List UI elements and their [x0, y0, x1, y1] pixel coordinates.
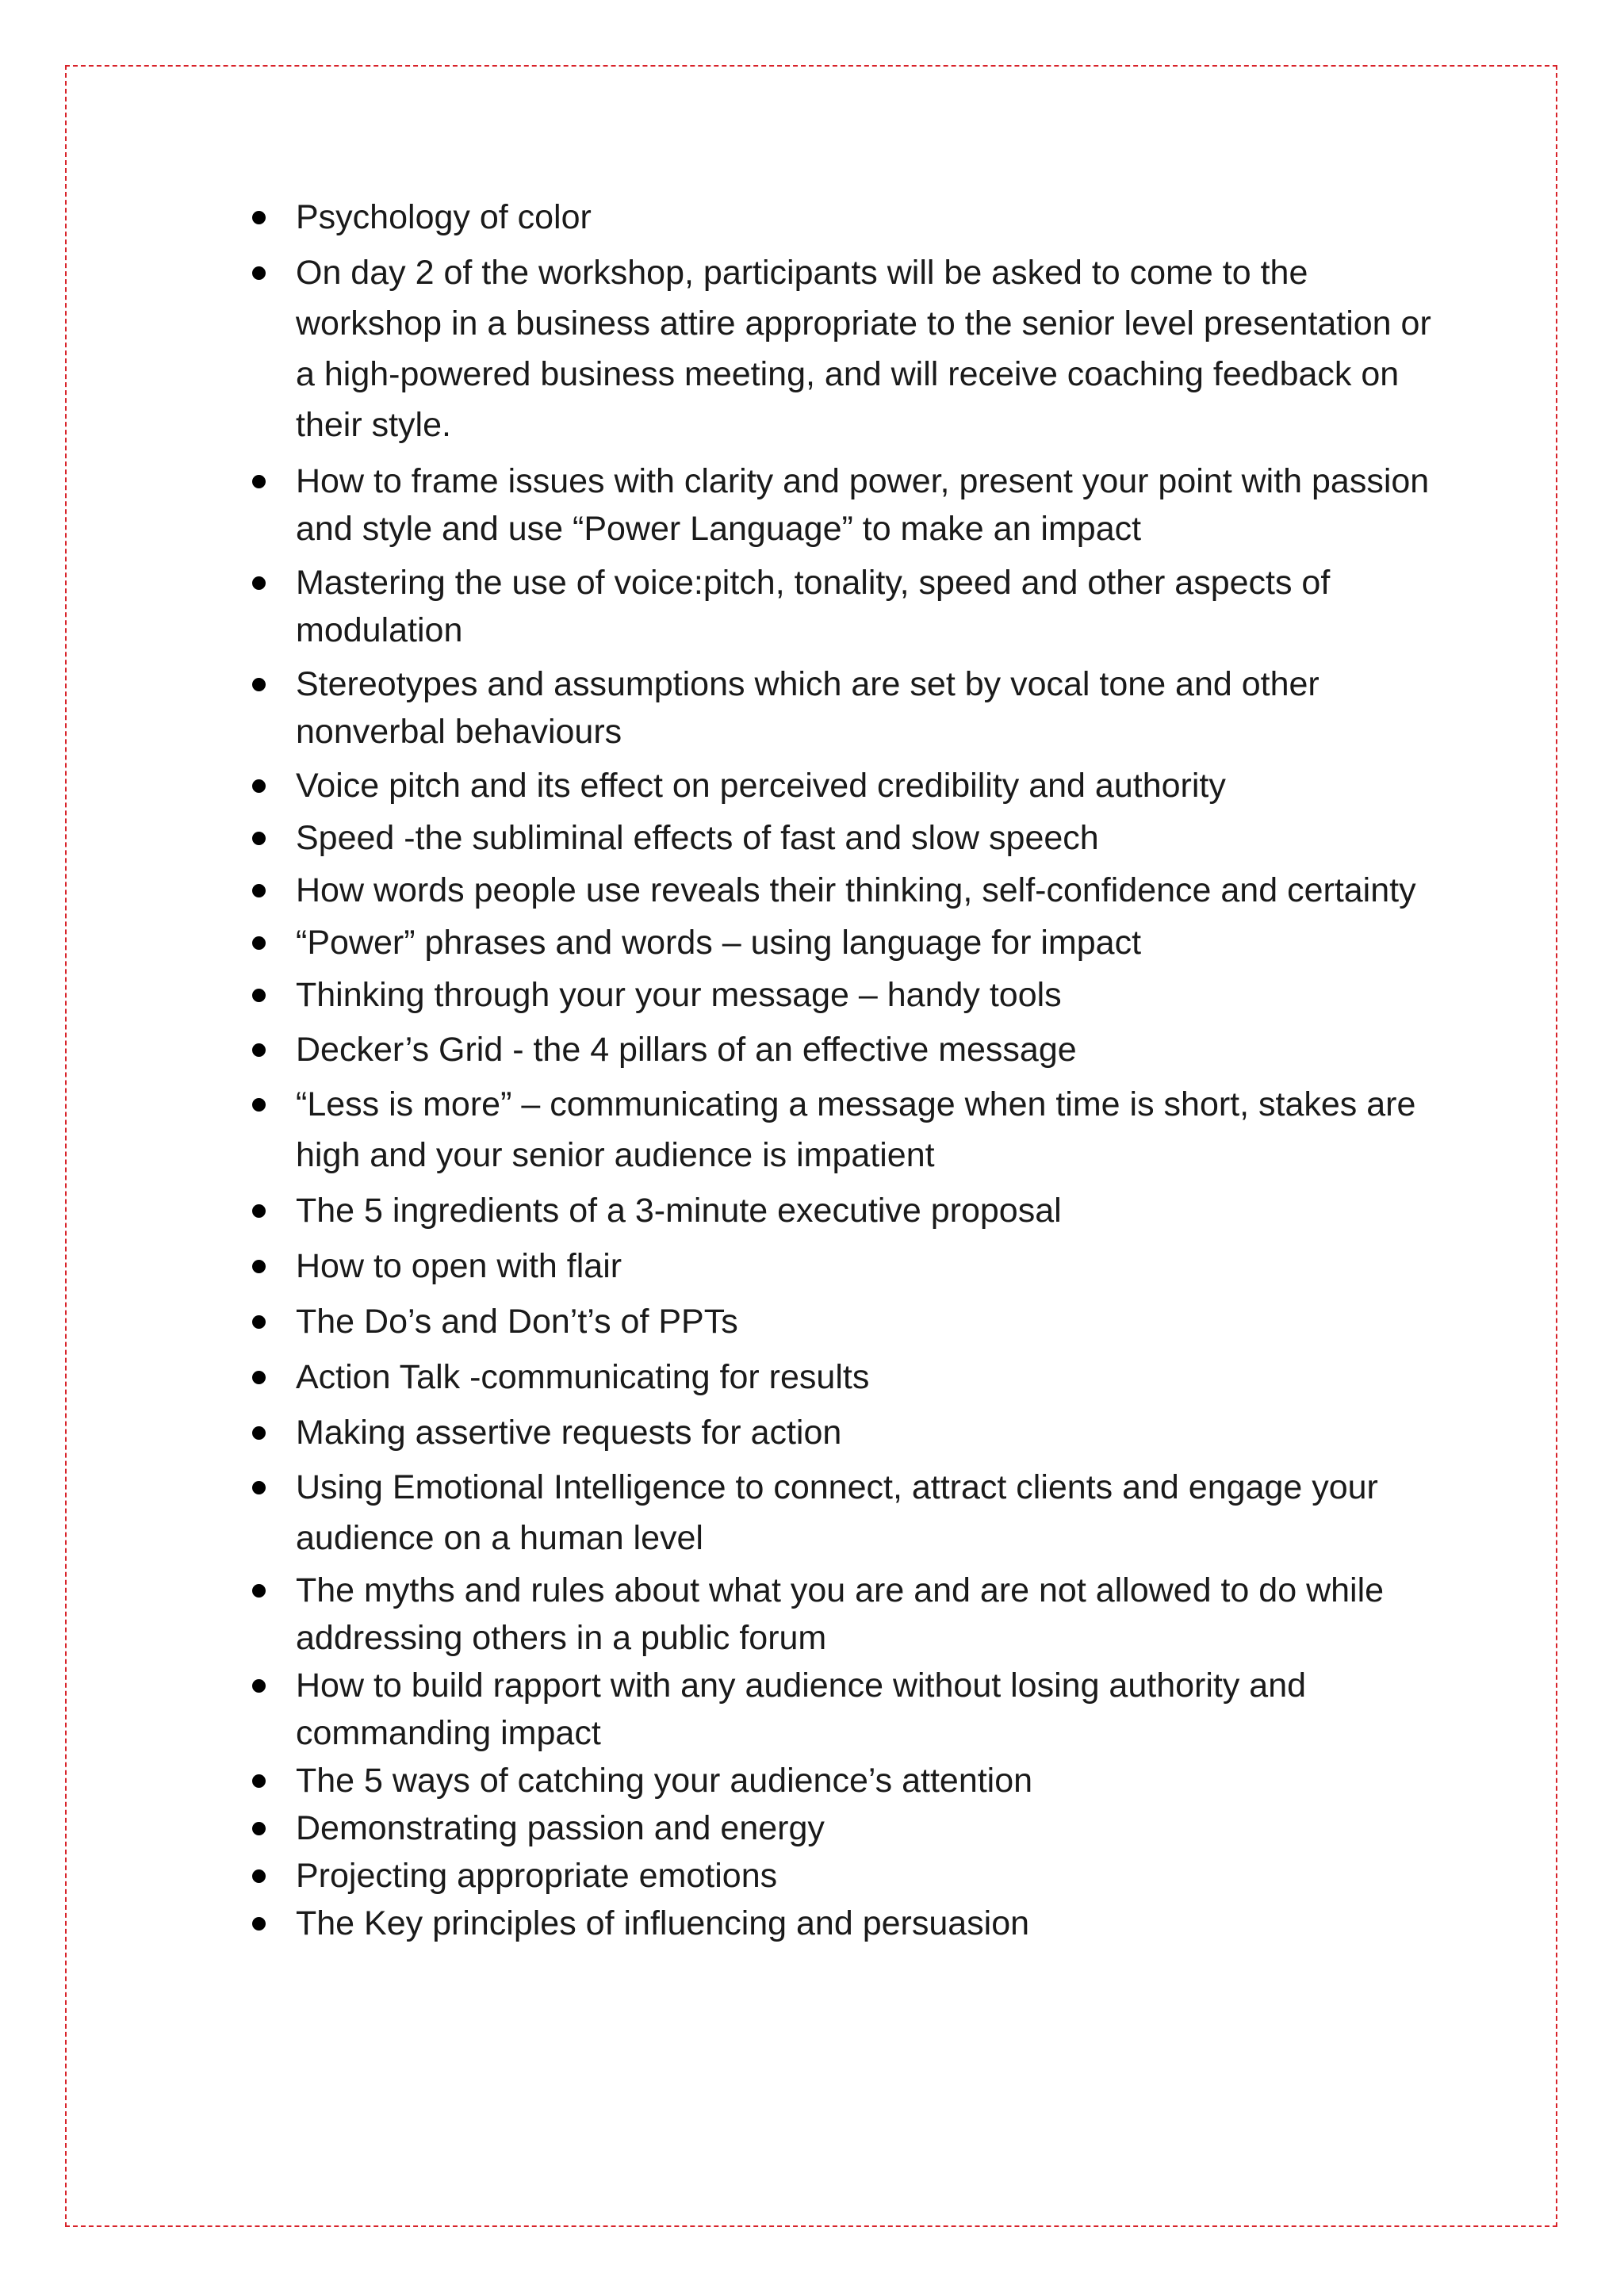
bullet-item [246, 559, 1451, 654]
bullet-item [246, 247, 1451, 450]
bullet-icon [252, 576, 266, 590]
bullet-text: “Less is more” – communicating a message when time is short, stakes are high and your senior audience is impatient [296, 1085, 1416, 1174]
bullet-text: Projecting appropriate emotions [296, 1857, 778, 1895]
bullet-text: How words people use reveals their thinking, self-confidence and certainty [296, 871, 1416, 909]
bullet-text: How to frame issues with clarity and power, present your point with passion and style and use “Power Language” to make an impact [296, 462, 1430, 548]
bullet-icon [252, 1260, 266, 1273]
bullet-text: Mastering the use of voice:pitch, tonality, speed and other aspects of modulation [296, 564, 1331, 649]
bullet-item [246, 1757, 1451, 1804]
bullet-item [246, 1409, 1451, 1456]
bullet-item [246, 1852, 1451, 1900]
bullet-icon [252, 1204, 266, 1218]
bullet-text: How to build rapport with any audience without losing authority and commanding impact [296, 1667, 1307, 1752]
bullet-icon [252, 1043, 266, 1057]
bullet-icon [252, 266, 266, 280]
bullet-item [246, 971, 1451, 1019]
bullet-text: On day 2 of the workshop, participants will be asked to come to the workshop in a business attire appropriate to the senior level presentation or a high-powered business meeting, and will receive coaching feedback on their style. [296, 254, 1431, 444]
bullet-item [246, 1079, 1451, 1181]
bullet-icon [252, 475, 266, 488]
bullet-text: “Power” phrases and words – using language for impact [296, 924, 1142, 962]
bullet-item [246, 1026, 1451, 1073]
bullet-text: The 5 ingredients of a 3-minute executive proposal [296, 1192, 1062, 1230]
bullet-text: Stereotypes and assumptions which are set by vocal tone and other nonverbal behaviours [296, 665, 1320, 751]
bullet-item [246, 1804, 1451, 1852]
bullet-item [246, 1900, 1451, 1947]
bullet-text: The Do’s and Don’t’s of PPTs [296, 1303, 738, 1341]
bullet-text: Using Emotional Intelligence to connect, attract clients and engage your audience on a human level [296, 1468, 1378, 1557]
bullet-item [246, 1567, 1451, 1662]
bullet-icon [252, 779, 266, 793]
bullet-icon [252, 1774, 266, 1788]
bullet-item [246, 1242, 1451, 1290]
bullet-icon [252, 211, 266, 224]
bullet-list [246, 192, 1451, 1947]
bullet-text: The Key principles of influencing and persuasion [296, 1904, 1030, 1942]
bullet-item [246, 660, 1451, 756]
bullet-icon [252, 1679, 266, 1693]
bullet-icon [252, 1917, 266, 1931]
bullet-text: Demonstrating passion and energy [296, 1809, 825, 1847]
bullet-item [246, 814, 1451, 862]
bullet-text: Decker’s Grid - the 4 pillars of an effective message [296, 1031, 1077, 1069]
bullet-item [246, 762, 1451, 809]
bullet-item [246, 457, 1451, 553]
bullet-text: Action Talk -communicating for results [296, 1358, 870, 1396]
bullet-item [246, 1353, 1451, 1401]
bullet-icon [252, 1869, 266, 1883]
bullet-icon [252, 884, 266, 897]
bullet-item [246, 919, 1451, 966]
bullet-text: Thinking through your your message – handy tools [296, 976, 1062, 1014]
bullet-text: The 5 ways of catching your audience’s attention [296, 1762, 1033, 1800]
bullet-icon [252, 989, 266, 1002]
bullet-text: Making assertive requests for action [296, 1414, 842, 1452]
bullet-item [246, 1187, 1451, 1234]
bullet-item [246, 1298, 1451, 1345]
bullet-item [246, 867, 1451, 914]
bullet-icon [252, 936, 266, 950]
bullet-item [246, 192, 1451, 243]
bullet-icon [252, 1426, 266, 1440]
bullet-item [246, 1662, 1451, 1757]
bullet-icon [252, 678, 266, 691]
bullet-text: Voice pitch and its effect on perceived credibility and authority [296, 767, 1226, 805]
bullet-text: Speed -the subliminal effects of fast and slow speech [296, 819, 1099, 857]
bullet-icon [252, 1098, 266, 1112]
bullet-icon [252, 832, 266, 845]
bullet-icon [252, 1481, 266, 1494]
bullet-text: The myths and rules about what you are and are not allowed to do while addressing others in a public forum [296, 1571, 1385, 1657]
bullet-icon [252, 1584, 266, 1598]
bullet-text: How to open with flair [296, 1247, 622, 1285]
bullet-icon [252, 1315, 266, 1329]
bullet-item [246, 1462, 1451, 1563]
bullet-icon [252, 1822, 266, 1835]
bullet-text: Psychology of color [296, 198, 592, 236]
bullet-icon [252, 1371, 266, 1384]
